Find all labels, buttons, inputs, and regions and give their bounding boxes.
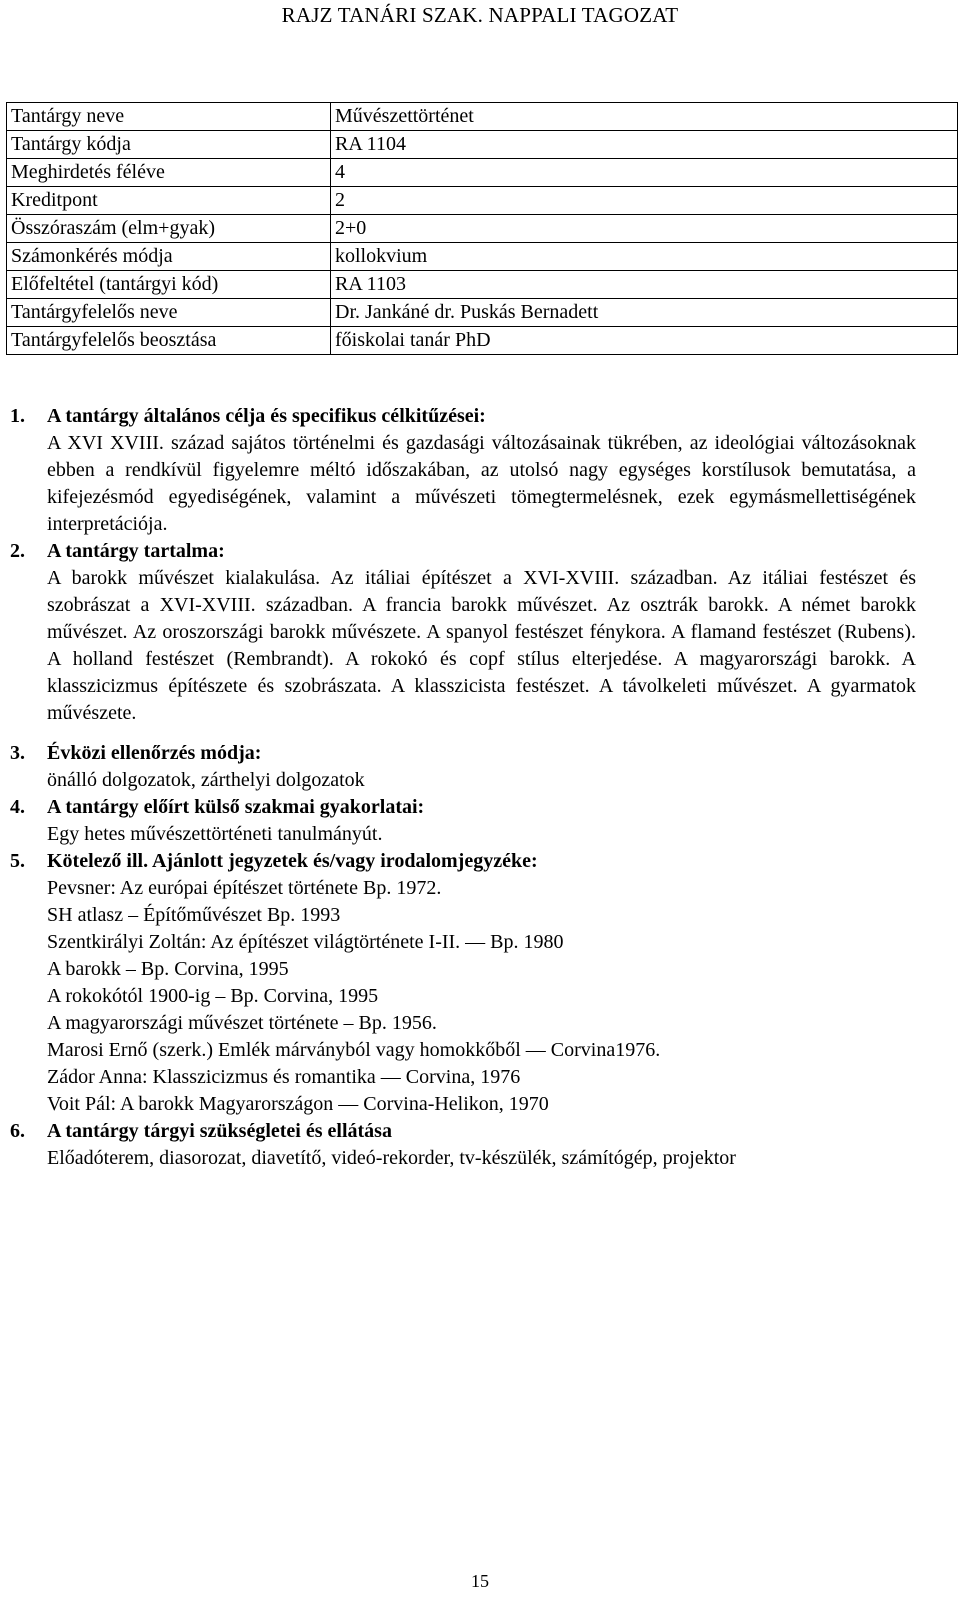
table-key: Tantárgy kódja bbox=[7, 131, 331, 159]
section-2-heading bbox=[10, 538, 916, 565]
section-1-text: A XVI XVIII. század sajátos történelmi és gazdasági változásainak tükrében, az ideológiai változásoknak ebben a rendkívül figyelemre méltó időszakában, az utolsó nagy egységes korstílusok bemutatása, a kifejezésmód egyediségének, valamint a művészeti tömegtermelésnek, ezek egymásmellettiségének interpretációja. bbox=[47, 432, 916, 535]
section-title: A tantárgy tárgyi szükségletei és ellátása bbox=[47, 1120, 392, 1142]
table-row bbox=[7, 103, 958, 131]
document-body bbox=[10, 403, 916, 1172]
bibliography-item: Pevsner: Az európai építészet története Bp. 1972. bbox=[47, 877, 442, 899]
section-title: A tantárgy általános célja és specifikus célkitűzései: bbox=[47, 405, 486, 427]
table-key: Előfeltétel (tantárgyi kód) bbox=[7, 271, 331, 299]
section-title: Kötelező ill. Ajánlott jegyzetek és/vagy irodalomjegyzéke: bbox=[47, 850, 538, 872]
bibliography-item: A barokk – Bp. Corvina, 1995 bbox=[47, 958, 289, 980]
section-number: 5. bbox=[10, 850, 25, 872]
bibliography-item: Szentkirályi Zoltán: Az építészet világtörténete I-II. — Bp. 1980 bbox=[47, 931, 564, 953]
section-4-text: Egy hetes művészettörténeti tanulmányút. bbox=[47, 823, 383, 845]
table-value: 2+0 bbox=[331, 215, 958, 243]
bibliography-item: Zádor Anna: Klasszicizmus és romantika — Corvina, 1976 bbox=[47, 1066, 521, 1088]
bibliography-item: SH atlasz – Építőművészet Bp. 1993 bbox=[47, 904, 341, 926]
page-number: 15 bbox=[471, 1571, 489, 1591]
bibliography-item: A rokokótól 1900-ig – Bp. Corvina, 1995 bbox=[47, 985, 379, 1007]
table-row bbox=[7, 215, 958, 243]
bibliography-item: A magyarországi művészet története – Bp. 1956. bbox=[47, 1012, 437, 1034]
section-6-text: Előadóterem, diasorozat, diavetítő, videó-rekorder, tv-készülék, számítógép, projektor bbox=[47, 1147, 736, 1169]
section-number: 1. bbox=[10, 405, 25, 427]
table-value: RA 1103 bbox=[331, 271, 958, 299]
section-number: 3. bbox=[10, 742, 25, 764]
course-info-table bbox=[6, 102, 958, 355]
section-3-text: önálló dolgozatok, zárthelyi dolgozatok bbox=[47, 769, 365, 791]
table-key: Tantárgy neve bbox=[7, 103, 331, 131]
section-title: A tantárgy tartalma: bbox=[47, 540, 225, 562]
section-number: 6. bbox=[10, 1120, 25, 1142]
table-value: főiskolai tanár PhD bbox=[331, 327, 958, 355]
section-4-heading bbox=[10, 794, 916, 821]
section-3-heading bbox=[10, 740, 916, 767]
table-value: 2 bbox=[331, 187, 958, 215]
table-key: Kreditpont bbox=[7, 187, 331, 215]
table-row bbox=[7, 187, 958, 215]
table-value: RA 1104 bbox=[331, 131, 958, 159]
table-value: Művészettörténet bbox=[331, 103, 958, 131]
table-key: Tantárgyfelelős beosztása bbox=[7, 327, 331, 355]
section-5-heading bbox=[10, 848, 916, 875]
section-title: A tantárgy előírt külső szakmai gyakorlatai: bbox=[47, 796, 425, 818]
section-6-heading bbox=[10, 1118, 916, 1145]
table-row bbox=[7, 271, 958, 299]
table-row bbox=[7, 299, 958, 327]
table-key: Számonkérés módja bbox=[7, 243, 331, 271]
table-row bbox=[7, 131, 958, 159]
table-value: kollokvium bbox=[331, 243, 958, 271]
page-header: RAJZ TANÁRI SZAK. NAPPALI TAGOZAT bbox=[281, 3, 679, 27]
bibliography-list bbox=[47, 875, 916, 1118]
table-key: Összóraszám (elm+gyak) bbox=[7, 215, 331, 243]
section-title: Évközi ellenőrzés módja: bbox=[47, 742, 262, 764]
section-2-text: A barokk művészet kialakulása. Az itáliai építészet a XVI-XVIII. században. Az itáliai festészet és szobrászat a XVI-XVIII. században. A francia barokk művészet. Az osztrák barokk. A német barokk művészet. Az oroszországi barokk művészete. A spanyol festészet fénykora. A flamand festészet (Rubens). A holland festészet (Rembrandt). A rokokó és copf stílus elterjedése. A magyarországi barokk. A klasszicizmus építészete és szobrászata. A klasszicista festészet. A távolkeleti művészet. A gyarmatok művészete. bbox=[47, 567, 916, 724]
table-value: 4 bbox=[331, 159, 958, 187]
section-number: 4. bbox=[10, 796, 25, 818]
table-row bbox=[7, 243, 958, 271]
table-key: Meghirdetés féléve bbox=[7, 159, 331, 187]
table-row bbox=[7, 159, 958, 187]
table-key: Tantárgyfelelős neve bbox=[7, 299, 331, 327]
section-number: 2. bbox=[10, 540, 25, 562]
bibliography-item: Marosi Ernő (szerk.) Emlék márványból vagy homokkőből — Corvina1976. bbox=[47, 1039, 661, 1061]
table-row bbox=[7, 327, 958, 355]
bibliography-item: Voit Pál: A barokk Magyarországon — Corvina-Helikon, 1970 bbox=[47, 1093, 549, 1115]
section-1-heading bbox=[10, 403, 916, 430]
table-value: Dr. Jankáné dr. Puskás Bernadett bbox=[331, 299, 958, 327]
